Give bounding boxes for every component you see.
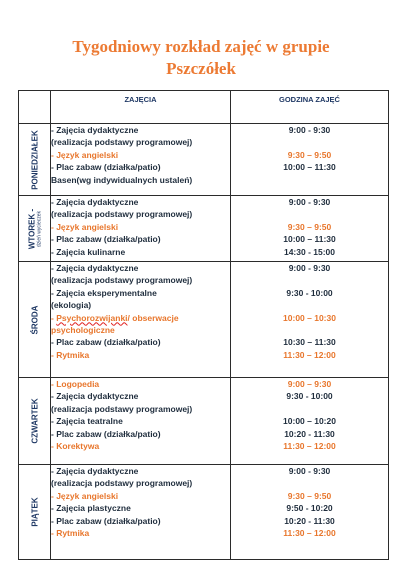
header-time: GODZINA ZAJĘĆ — [231, 91, 389, 124]
time-line: 10:20 - 11:30 — [284, 428, 335, 439]
time-cell — [231, 262, 389, 378]
day-cell — [19, 262, 51, 378]
day-row — [19, 378, 389, 465]
activity-line: - Korektywa — [51, 440, 100, 451]
activity-line: - Plac zabaw (działka/patio) — [51, 234, 161, 245]
activity-line: - Zajęcia dydaktyczne — [51, 466, 139, 476]
activities-cell — [51, 262, 231, 378]
day-label — [27, 208, 42, 248]
day-name: PONIEDZIAŁEK — [30, 129, 39, 190]
time-line — [231, 174, 388, 186]
activity-line: - Zajęcia teatralne — [51, 416, 123, 427]
activity-line: - Rytmika — [51, 527, 90, 538]
time-cell — [231, 124, 389, 196]
activity-line: - Zajęcia kulinarne — [51, 246, 126, 257]
day-cell — [19, 124, 51, 196]
header-day — [19, 91, 51, 124]
activity-line: - Psychorozwijanki/ obserwacje — [51, 312, 179, 323]
activity-line: - Logopedia — [51, 379, 100, 389]
spellcheck-underlined-word: Psychorozwijanki — [56, 312, 128, 323]
day-cell — [19, 378, 51, 465]
time-line: 9:00 - 9:30 — [288, 466, 331, 476]
day-label — [30, 130, 39, 190]
time-cell — [231, 378, 389, 465]
day-row — [19, 124, 389, 196]
time-cell — [231, 196, 389, 262]
time-line: 9:30 - 10:00 — [286, 391, 333, 402]
activity-line: - Plac zabaw (działka/patio) — [51, 515, 161, 526]
time-line: 9:00 – 9:30 — [287, 379, 332, 389]
header-activities: ZAJĘCIA — [51, 91, 231, 124]
time-line: 9:30 – 9:50 — [287, 490, 332, 501]
activity-line: - Zajęcia eksperymentalne — [51, 287, 157, 298]
day-cell — [19, 196, 51, 262]
activity-line: - Zajęcia dydaktyczne — [51, 125, 139, 135]
activity-line: (realizacja podstawy programowej) — [51, 137, 193, 148]
day-subtitle: dzień wycieczek — [36, 210, 42, 247]
activity-line: (realizacja podstawy programowej) — [51, 275, 193, 286]
activity-line: Basen(wg indywidualnych ustaleń) — [51, 174, 193, 185]
activities-cell — [51, 378, 231, 465]
activity-line: - Język angielski — [51, 221, 119, 232]
activity-line: - Zajęcia plastyczne — [51, 503, 131, 514]
time-line: 10:30 – 11:30 — [283, 337, 336, 348]
time-line — [231, 477, 388, 489]
time-line — [231, 274, 388, 286]
time-line: 11:30 – 12:00 — [283, 527, 336, 538]
activity-line: - Plac zabaw (działka/patio) — [51, 162, 161, 173]
activity-line: (realizacja podstawy programowej) — [51, 209, 193, 220]
time-line: 10:00 – 10:30 — [283, 312, 336, 323]
activities-cell — [51, 196, 231, 262]
day-label — [30, 398, 39, 443]
day-name: PIĄTEK — [30, 497, 39, 527]
activity-line: - Plac zabaw (działka/patio) — [51, 337, 161, 348]
time-line: 9:30 - 10:00 — [286, 287, 333, 298]
page-title: Tygodniowy rozkład zajęć w grupie — [72, 37, 330, 56]
day-name: CZWARTEK — [30, 398, 39, 444]
activity-line: - Zajęcia dydaktyczne — [51, 391, 139, 402]
time-line — [231, 136, 388, 148]
time-line: 9:00 - 9:30 — [288, 125, 331, 135]
activity-line: - Język angielski — [51, 149, 119, 160]
activity-line: - Rytmika — [51, 349, 90, 360]
activity-line: (realizacja podstawy programowej) — [51, 403, 193, 414]
activity-line: - Plac zabaw (działka/patio) — [51, 428, 161, 439]
activity-line: psychologiczne — [51, 324, 115, 335]
time-line: 10:00 – 11:30 — [283, 162, 336, 173]
schedule-table — [18, 90, 389, 560]
activity-line: - Zajęcia dydaktyczne — [51, 197, 139, 207]
time-line: 11:30 – 12:00 — [283, 440, 336, 451]
day-label — [30, 497, 39, 526]
time-line: 9:00 - 9:30 — [288, 197, 331, 207]
activity-line: (realizacja podstawy programowej) — [51, 478, 193, 489]
day-row — [19, 465, 389, 560]
page-title-group: Pszczółek — [166, 59, 236, 78]
activities-cell — [51, 465, 231, 560]
day-label — [30, 305, 39, 334]
time-line: 9:00 - 9:30 — [288, 263, 331, 273]
activity-line: - Zajęcia dydaktyczne — [51, 263, 139, 273]
day-row — [19, 262, 389, 378]
time-line: 9:30 – 9:50 — [287, 221, 332, 232]
time-line: 11:30 – 12:00 — [283, 349, 336, 360]
day-name: ŚRODA — [30, 305, 39, 334]
activity-line: (ekologia) — [51, 300, 92, 311]
time-cell — [231, 465, 389, 560]
day-name: WTOREK - — [27, 208, 36, 249]
day-cell — [19, 465, 51, 560]
activities-cell — [51, 124, 231, 196]
time-line — [231, 299, 388, 311]
time-line — [231, 324, 388, 336]
time-line: 10:00 – 11:30 — [283, 234, 336, 245]
activity-line: - Język angielski — [51, 490, 119, 501]
time-line: 14:30 - 15:00 — [283, 246, 336, 257]
time-line: 10:20 - 11:30 — [284, 515, 335, 526]
time-line: 10:00 – 10:20 — [283, 416, 336, 427]
time-line — [231, 403, 388, 415]
time-line: 9:50 - 10:20 — [286, 503, 333, 514]
day-row — [19, 196, 389, 262]
time-line: 9:30 – 9:50 — [287, 149, 332, 160]
time-line — [231, 208, 388, 220]
